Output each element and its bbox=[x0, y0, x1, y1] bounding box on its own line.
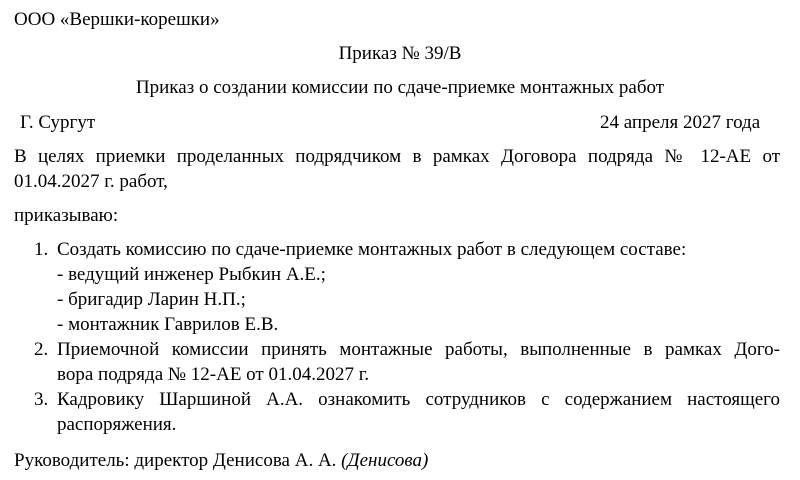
order-word: приказываю: bbox=[14, 205, 119, 226]
list-item-text: Создать комиссию по сдаче-приемке монтажных работ в следующем составе: bbox=[57, 239, 687, 260]
order-date: 24 апреля 2027 года bbox=[600, 112, 761, 133]
city: Г. Сургут bbox=[20, 112, 96, 133]
signature-line bbox=[14, 449, 428, 473]
list-item-text: Приемочной комиссии принять монтажные работы, выполненные в рамках Дого- bbox=[57, 339, 780, 360]
list-item-continuation: вора подряда № 12-АЕ от 01.04.2027 г. bbox=[57, 364, 370, 385]
handwritten-signature: (Денисова) bbox=[341, 450, 429, 471]
list-item-1 bbox=[0, 238, 800, 262]
list-item-continuation: распоряжения. bbox=[57, 414, 177, 435]
commission-member: - монтажник Гаврилов Е.В. bbox=[57, 314, 279, 335]
order-title: Приказ о создании комиссии по сдаче-приемке монтажных работ bbox=[135, 77, 665, 98]
signature-label: Руководитель: директор Денисова А. А. bbox=[14, 450, 337, 471]
list-item-number: 3. bbox=[34, 389, 49, 410]
commission-member: - бригадир Ларин Н.П.; bbox=[57, 289, 246, 310]
list-item-text: Кадровику Шаршиной А.А. ознакомить сотрудников с содержанием настоящего bbox=[57, 389, 780, 410]
commission-member: - ведущий инженер Рыбкин А.Е.; bbox=[57, 264, 326, 285]
preamble-line-2: 01.04.2027 г. работ, bbox=[14, 171, 168, 192]
organization-name: ООО «Вершки-корешки» bbox=[14, 9, 220, 30]
list-item-number: 2. bbox=[34, 339, 49, 360]
order-number: Приказ № 39/В bbox=[338, 43, 462, 64]
preamble-line-1: В целях приемки проделанных подрядчиком в рамках Договора подряда № 12-АЕ от bbox=[14, 146, 780, 167]
list-item-number: 1. bbox=[34, 239, 49, 260]
list-item-2 bbox=[0, 338, 800, 362]
list-item-3 bbox=[0, 388, 800, 412]
